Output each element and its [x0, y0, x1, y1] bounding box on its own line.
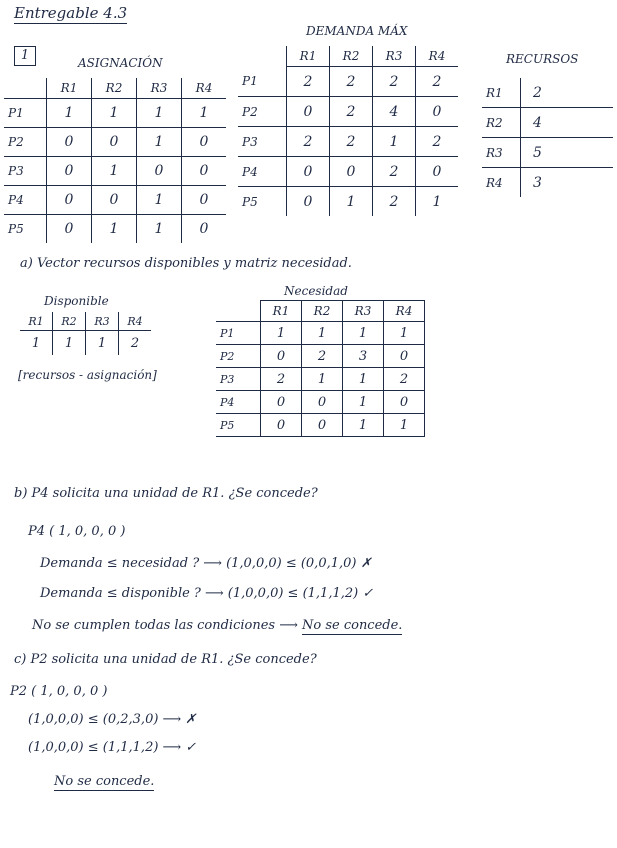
table-row: P5 0 1 2 1 [238, 187, 458, 217]
table-row: P2 0 2 4 0 [238, 97, 458, 127]
column-header: R2 [330, 46, 373, 67]
disponible-label: Disponible [44, 294, 109, 308]
necesidad-table [216, 300, 425, 437]
part-b-line-1: Demanda ≤ necesidad ? ⟶ (1,0,0,0) ≤ (0,0,1,0) ✗ [40, 556, 372, 571]
necesidad-label: Necesidad [284, 284, 348, 298]
table-row: P2 0 2 3 0 [216, 345, 425, 368]
column-header: R3 [137, 78, 182, 99]
part-c-request: P2 ( 1, 0, 0, 0 ) [10, 684, 108, 699]
page-title: Entregable 4.3 [14, 4, 128, 22]
recursos-label: RECURSOS [506, 52, 579, 66]
table-row: P1 2 2 2 2 [238, 67, 458, 97]
table-row: P3 0 1 0 0 [4, 157, 226, 186]
column-header: R2 [302, 301, 343, 322]
demanda-table [238, 46, 458, 216]
column-header: R4 [384, 301, 425, 322]
table-row: P5 0 1 1 0 [4, 215, 226, 244]
asignacion-label: ASIGNACIÓN [78, 56, 163, 70]
part-b-statement: b) P4 solicita una unidad de R1. ¿Se concede? [14, 486, 318, 501]
column-header: R1 [261, 301, 302, 322]
part-b-conclusion-row [32, 618, 402, 633]
part-b-line-2: Demanda ≤ disponible ? ⟶ (1,0,0,0) ≤ (1,1,1,2) ✓ [40, 586, 374, 601]
column-header: R1 [287, 46, 330, 67]
table-row: P5 0 0 1 1 [216, 414, 425, 437]
table-row: P1 1 1 1 1 [4, 99, 226, 128]
table-row: R2 4 [482, 108, 613, 138]
table-row: P3 2 1 1 2 [216, 368, 425, 391]
column-header: R3 [86, 312, 119, 331]
part-c-conclusion: No se concede. [54, 774, 155, 789]
part-c-statement: c) P2 solicita una unidad de R1. ¿Se concede? [14, 652, 317, 667]
table-row: P4 0 0 1 0 [216, 391, 425, 414]
table-row: R1 2 [482, 78, 613, 108]
table-row: P3 2 2 1 2 [238, 127, 458, 157]
column-header: R2 [53, 312, 86, 331]
part-a-statement: a) Vector recursos disponibles y matriz necesidad. [20, 256, 352, 271]
table-row: P4 0 0 1 0 [4, 186, 226, 215]
column-header: R1 [20, 312, 53, 331]
column-header: R4 [182, 78, 227, 99]
demanda-label: DEMANDA MÁX [306, 24, 408, 38]
disponible-note: [recursos - asignación] [18, 368, 157, 382]
part-b-request: P4 ( 1, 0, 0, 0 ) [28, 524, 126, 539]
table-row: P2 0 0 1 0 [4, 128, 226, 157]
column-header: R3 [343, 301, 384, 322]
part-b-conclusion: No se concede. [302, 618, 403, 633]
table-row: P4 0 0 2 0 [238, 157, 458, 187]
column-header: R4 [119, 312, 152, 331]
table-row: P1 1 1 1 1 [216, 322, 425, 345]
column-header: R2 [92, 78, 137, 99]
part-c-line-1: (1,0,0,0) ≤ (0,2,3,0) ⟶ ✗ [28, 712, 197, 727]
column-header: R1 [47, 78, 92, 99]
column-header: R4 [416, 46, 459, 67]
part-c-line-2: (1,0,0,0) ≤ (1,1,1,2) ⟶ ✓ [28, 740, 197, 755]
asignacion-table [4, 78, 226, 243]
section-number: 1 [14, 46, 36, 66]
table-row: R3 5 [482, 138, 613, 168]
table-row: 1 1 1 2 [20, 331, 151, 356]
table-row: R4 3 [482, 168, 613, 198]
recursos-table [482, 78, 613, 197]
part-b-conclusion-prefix: No se cumplen todas las condiciones ⟶ [32, 618, 298, 633]
disponible-table [20, 312, 151, 355]
column-header: R3 [373, 46, 416, 67]
